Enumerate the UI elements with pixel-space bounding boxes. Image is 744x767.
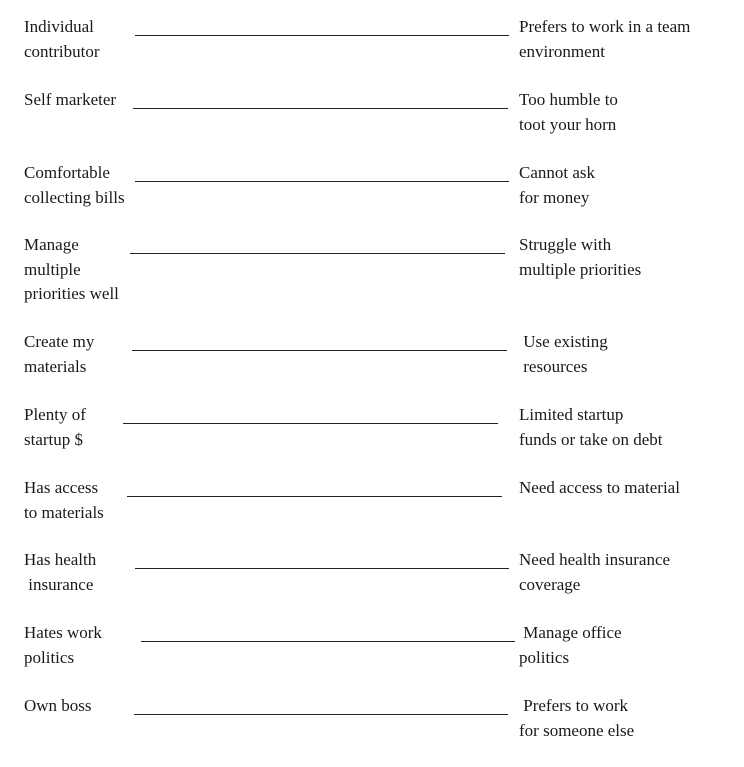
rating-line [141, 641, 515, 642]
left-trait-label: Manage multiple priorities well [24, 235, 119, 303]
left-trait-label: Self marketer [24, 90, 117, 109]
rating-line [133, 108, 508, 109]
right-trait-label: Too humble to toot your horn [519, 90, 618, 134]
left-trait-label: Plenty of startup $ [24, 405, 86, 449]
right-trait-label: Use existing resources [523, 332, 608, 376]
rating-line [127, 496, 502, 497]
rating-line [135, 568, 509, 569]
left-trait-label: Own boss [24, 696, 92, 715]
left-trait-label: Comfortable collecting bills [24, 163, 125, 207]
right-trait-label: Struggle with multiple priorities [519, 235, 642, 279]
rating-line [123, 423, 498, 424]
right-trait-label: Manage office politics [519, 623, 622, 667]
left-trait-label: Create my materials [24, 332, 95, 376]
rating-line [135, 181, 509, 182]
rating-line [132, 350, 507, 351]
right-trait-label: Prefers to work for someone else [519, 696, 635, 740]
rating-line [135, 35, 509, 36]
right-trait-label: Limited startup funds or take on debt [519, 405, 663, 449]
left-trait-label: Has health insurance [24, 550, 97, 594]
left-trait-label: Individual contributor [24, 17, 100, 61]
left-trait-label: Has access to materials [24, 478, 104, 522]
right-trait-label: Need access to material [519, 478, 680, 497]
right-trait-label: Prefers to work in a team environment [519, 17, 691, 61]
right-trait-label: Need health insurance coverage [519, 550, 671, 594]
right-trait-label: Cannot ask for money [519, 163, 596, 207]
left-trait-label: Hates work politics [24, 623, 102, 667]
rating-line [130, 253, 505, 254]
rating-line [134, 714, 508, 715]
